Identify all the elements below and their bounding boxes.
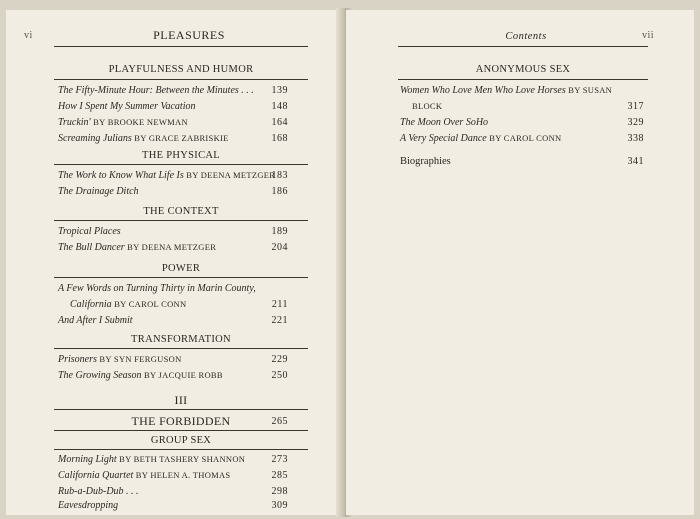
entry-page: 229	[271, 354, 288, 365]
entry-byline: BY DEENA METZGER	[127, 242, 217, 252]
entry-title: Prisoners	[58, 354, 97, 365]
entry-title: The Moon Over SoHo	[400, 117, 489, 128]
entry-page: 221	[271, 315, 288, 326]
entry-page: 250	[271, 370, 288, 381]
section-rule	[54, 79, 308, 80]
entry-title: California	[70, 299, 112, 310]
left-head-rule	[54, 46, 308, 47]
toc-entry	[58, 283, 256, 294]
entry-title: The Bull Dancer	[58, 242, 125, 253]
entry-page: 183	[271, 170, 288, 181]
entry-byline: BY GRACE ZABRISKIE	[134, 133, 229, 143]
toc-entry	[400, 133, 561, 144]
entry-page: 139	[271, 85, 288, 96]
section-rule	[54, 220, 308, 221]
toc-entry	[58, 226, 121, 237]
entry-title: How I Spent My Summer Vacation	[58, 101, 196, 112]
section-heading: POWER	[161, 263, 201, 274]
section-heading: THE CONTEXT	[143, 206, 219, 217]
toc-entry	[58, 500, 118, 511]
toc-entry	[400, 85, 612, 96]
entry-page: 285	[271, 470, 288, 481]
section-heading: GROUP SEX	[150, 435, 212, 446]
entry-byline: BY JACQUIE ROBB	[144, 370, 223, 380]
entry-page: 309	[271, 500, 288, 511]
entry-byline: BY DEENA METZGER	[186, 170, 276, 180]
section-heading: THE PHYSICAL	[142, 150, 220, 161]
section-rule	[54, 348, 308, 349]
toc-entry	[58, 486, 139, 497]
section-heading: ANONYMOUS SEX	[475, 64, 571, 75]
part-numeral: III	[174, 393, 188, 407]
part-page: 265	[271, 416, 288, 427]
entry-byline: BLOCK	[412, 101, 443, 111]
part-rule	[54, 409, 308, 410]
entry-byline: BY BETH TASHERY SHANNON	[119, 454, 246, 464]
toc-entry	[58, 354, 182, 365]
left-running-head: PLEASURES	[153, 28, 225, 42]
toc-entry	[58, 242, 216, 253]
entry-title: The Work to Know What Life Is	[58, 170, 184, 181]
entry-title: Screaming Julians	[58, 133, 132, 144]
toc-entry	[58, 101, 195, 112]
toc-entry	[70, 299, 186, 310]
entry-title: The Fifty-Minute Hour: Between the Minutes . . .	[58, 85, 254, 96]
right-page-number: vii	[642, 30, 655, 41]
biographies-entry	[400, 156, 451, 167]
part-title: THE FORBIDDEN	[131, 414, 231, 428]
entry-title: Eavesdropping	[58, 500, 119, 511]
right-page	[346, 10, 694, 515]
toc-entry	[58, 117, 188, 128]
entry-page: 211	[271, 299, 288, 310]
entry-page: 164	[271, 117, 288, 128]
entry-title: California Quartet	[58, 470, 134, 481]
part-rule	[54, 430, 308, 431]
entry-title: The Drainage Ditch	[58, 186, 139, 197]
section-rule	[54, 449, 308, 450]
right-running-head: Contents	[505, 31, 547, 42]
toc-entry	[58, 454, 245, 465]
entry-byline: BY BROOKE NEWMAN	[93, 117, 188, 127]
entry-title: A Very Special Dance	[400, 133, 487, 144]
left-page	[6, 10, 344, 515]
section-heading: PLAYFULNESS AND HUMOR	[108, 64, 254, 75]
entry-page: 273	[271, 454, 288, 465]
entry-title: Women Who Love Men Who Love Horses	[400, 85, 566, 96]
entry-page: 329	[627, 117, 644, 128]
entry-title: And After I Submit	[58, 315, 133, 326]
entry-byline: BY SUSAN	[568, 85, 613, 95]
toc-entry	[58, 170, 275, 181]
entry-title: Tropical Places	[58, 226, 121, 237]
toc-entry	[58, 186, 139, 197]
toc-entry	[58, 370, 223, 381]
entry-title: Morning Light	[58, 454, 117, 465]
section-rule	[54, 277, 308, 278]
entry-byline: BY CAROL CONN	[114, 299, 187, 309]
entry-page: 186	[271, 186, 288, 197]
entry-page: 204	[271, 242, 288, 253]
section-rule	[54, 164, 308, 165]
toc-entry	[58, 85, 254, 96]
right-head-rule	[398, 46, 648, 47]
toc-entry	[400, 117, 488, 128]
entry-page: 189	[271, 226, 288, 237]
entry-byline: BY CAROL CONN	[489, 133, 562, 143]
biographies-label: Biographies	[400, 156, 451, 167]
left-page-number: vi	[24, 30, 33, 41]
toc-entry	[412, 101, 442, 112]
section-heading: TRANSFORMATION	[131, 334, 231, 345]
toc-entry	[58, 133, 229, 144]
entry-byline: BY HELEN A. THOMAS	[135, 470, 231, 480]
entry-title: Rub-a-Dub-Dub . . .	[58, 486, 139, 497]
entry-title: A Few Words on Turning Thirty in Marin County,	[58, 283, 256, 294]
entry-page: 298	[271, 486, 288, 497]
entry-page: 338	[627, 133, 644, 144]
entry-byline: BY SYN FERGUSON	[99, 354, 182, 364]
biographies-page: 341	[627, 156, 644, 167]
toc-entry	[58, 470, 230, 481]
section-rule	[398, 79, 648, 80]
entry-title: Truckin'	[58, 117, 91, 128]
entry-page: 317	[627, 101, 644, 112]
entry-page: 168	[271, 133, 288, 144]
toc-entry	[58, 315, 133, 326]
entry-page: 148	[271, 101, 288, 112]
entry-title: The Growing Season	[58, 370, 142, 381]
